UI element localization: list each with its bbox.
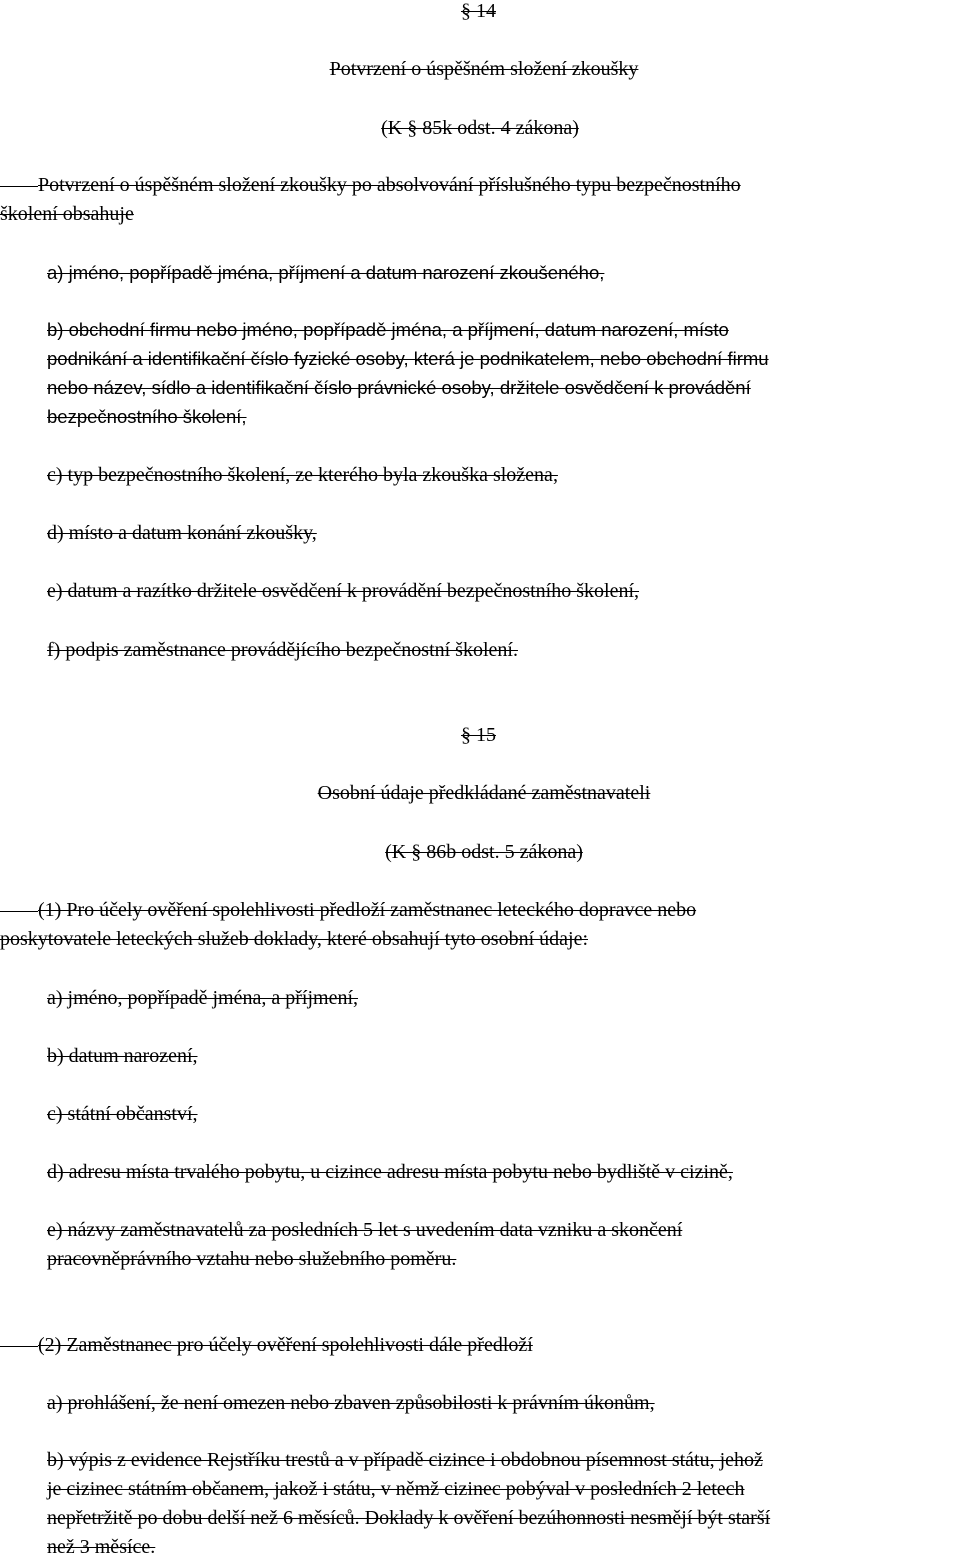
section-15-p2-item-b-line-2: je cizinec státním občanem, jakož i státu, v němž cizinec pobýval v posledních 2 letech: [47, 1478, 745, 1500]
section-14-item-e: e) datum a razítko držitele osvědčení k provádění bezpečnostního školení,: [47, 580, 640, 602]
section-15-p2-item-b-line-3: nepřetržitě po dobu delší než 6 měsíců. Doklady k ověření bezúhonnosti nesmějí být starší: [47, 1507, 771, 1529]
section-14-item-b-line-1: b) obchodní firmu nebo jméno, popřípadě jména, a příjmení, datum narození, místo: [47, 319, 729, 340]
section-15-p1-line-2: poskytovatele leteckých služeb doklady, které obsahují tyto osobní údaje:: [0, 928, 588, 950]
section-15-p2-item-a: a) prohlášení, že není omezen nebo zbaven způsobilosti k právním úkonům,: [47, 1392, 655, 1414]
section-15-p2: (2) Zaměstnanec pro účely ověření spolehlivosti dále předloží: [38, 1334, 533, 1356]
section-15-p1-line-1: (1) Pro účely ověření spolehlivosti předloží zaměstnanec leteckého dopravce nebo: [38, 899, 697, 921]
section-15-p1-item-a: a) jméno, popřípadě jména, a příjmení,: [47, 987, 359, 1009]
section-14-intro-line-1: Potvrzení o úspěšném složení zkoušky po absolvování příslušného typu bezpečnostního: [38, 174, 741, 196]
section-15-heading: § 15: [461, 724, 496, 746]
section-14-heading: § 14: [461, 0, 496, 22]
section-14-reference: (K § 85k odst. 4 zákona): [381, 117, 579, 139]
section-14-item-a: a) jméno, popřípadě jména, příjmení a datum narození zkoušeného,: [47, 262, 605, 283]
section-14-item-b-line-2: podnikání a identifikační číslo fyzické osoby, která je podnikatelem, nebo obchodní firmu: [47, 348, 769, 369]
section-15-p1-item-c: c) státní občanství,: [47, 1103, 198, 1125]
section-14-item-b-line-3: nebo název, sídlo a identifikační číslo právnické osoby, držitele osvědčení k provádění: [47, 377, 751, 398]
section-15-p1-item-d: d) adresu místa trvalého pobytu, u cizince adresu místa pobytu nebo bydliště v cizině,: [47, 1161, 733, 1183]
section-15-p2-item-b-line-4: než 3 měsíce.: [47, 1536, 156, 1558]
section-14-item-f: f) podpis zaměstnance provádějícího bezpečnostní školení.: [47, 639, 518, 661]
section-15-reference: (K § 86b odst. 5 zákona): [385, 841, 583, 863]
paragraph-indent-rule: [0, 1346, 38, 1347]
paragraph-indent-rule: [0, 186, 38, 187]
section-15-p1-item-e-line-2: pracovněprávního vztahu nebo služebního poměru.: [47, 1248, 457, 1270]
paragraph-indent-rule: [0, 911, 38, 912]
section-14-item-d: d) místo a datum konání zkoušky,: [47, 522, 317, 544]
section-14-item-c: c) typ bezpečnostního školení, ze kterého byla zkouška složena,: [47, 464, 558, 486]
section-15-p1-item-b: b) datum narození,: [47, 1045, 198, 1067]
section-14-item-b-line-4: bezpečnostního školení,: [47, 406, 247, 427]
section-14-intro-line-2: školení obsahuje: [0, 203, 134, 225]
section-15-p2-item-b-line-1: b) výpis z evidence Rejstříku trestů a v případě cizince i obdobnou písemnost státu, jehož: [47, 1449, 763, 1471]
section-15-title: Osobní údaje předkládané zaměstnavateli: [317, 782, 651, 804]
section-15-p1-item-e-line-1: e) názvy zaměstnavatelů za posledních 5 let s uvedením data vzniku a skončení: [47, 1219, 683, 1241]
section-14-title: Potvrzení o úspěšném složení zkoušky: [329, 58, 639, 80]
